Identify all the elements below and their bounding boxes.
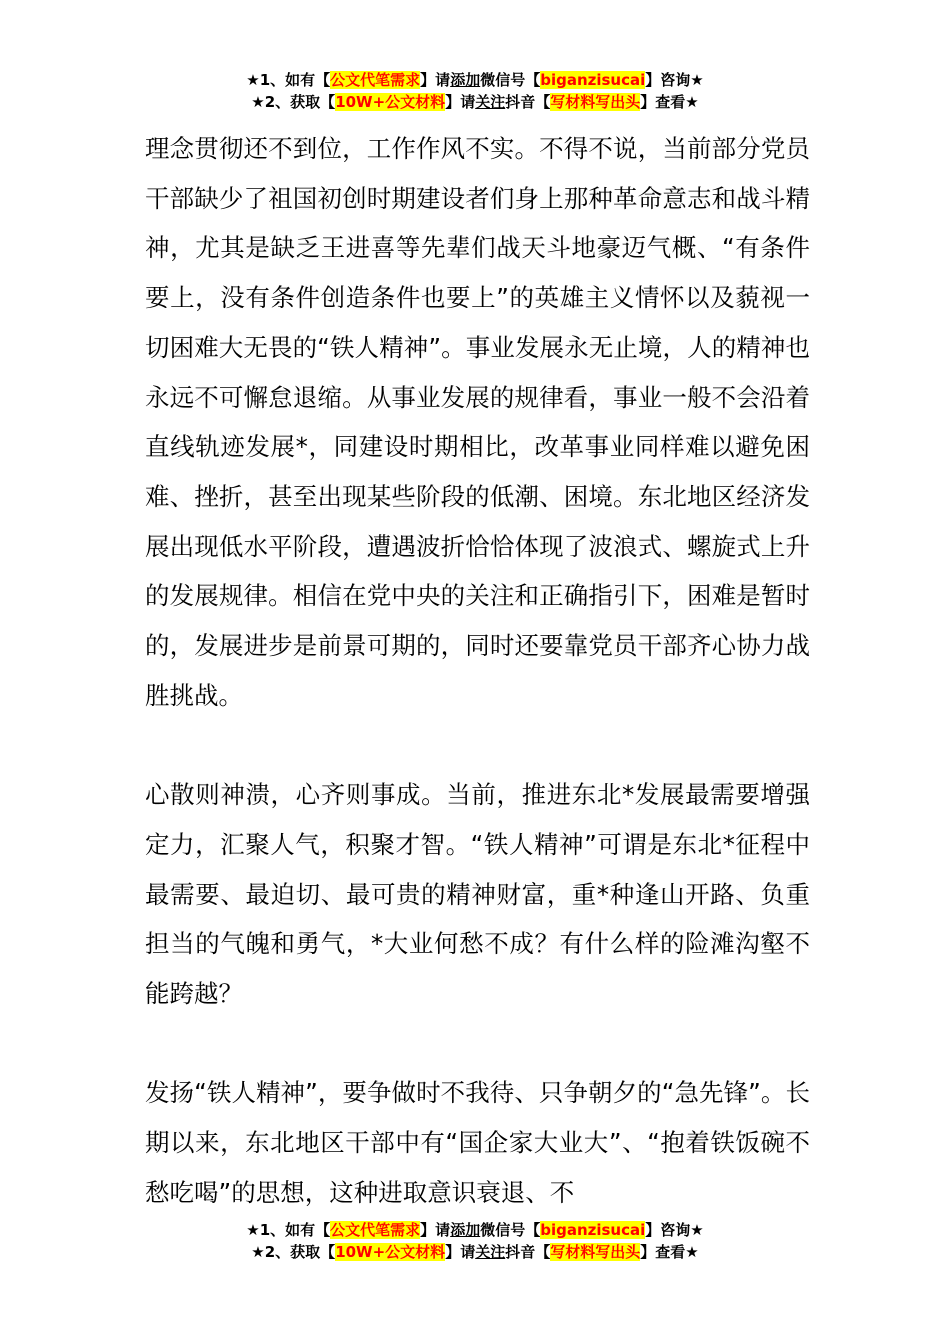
banner-highlight: 公文代笔需求 <box>330 1221 421 1239</box>
banner-text: 微信号【 <box>480 1221 541 1239</box>
banner-line-1 <box>0 1219 950 1241</box>
banner-text: 】请 <box>445 1243 476 1261</box>
banner-highlight: 10W+公文材料 <box>335 93 446 111</box>
banner-text: 抖音【 <box>505 93 551 111</box>
document-body <box>145 124 810 1217</box>
banner-highlight: 公文代笔需求 <box>330 71 421 89</box>
paragraph: 理念贯彻还不到位，工作作风不实。不得不说，当前部分党员干部缺少了祖国初创时期建设者们身上那种革命意志和战斗精神，尤其是缺乏王进喜等先辈们战天斗地豪迈气概、“有条件要上，没有条件创造条件也要上”的英雄主义情怀以及藐视一切困难大无畏的“铁人精神”。事业发展永无止境，人的精神也永远不可懈怠退缩。从事业发展的规律看，事业一般不会沿着直线轨迹发展*，同建设时期相比，改革事业同样难以避免困难、挫折，甚至出现某些阶段的低潮、困境。东北地区经济发展出现低水平阶段，遭遇波折恰恰体现了波浪式、螺旋式上升的发展规律。相信在党中央的关注和正确指引下，困难是暂时的，发展进步是前景可期的，同时还要靠党员干部齐心协力战胜挑战。 <box>145 134 810 710</box>
banner-underlined-text: 添加 <box>450 1221 481 1239</box>
banner-underlined-text: 关注 <box>475 1243 506 1261</box>
banner-text: 】查看★ <box>640 93 699 111</box>
banner-text: ★2、获取【 <box>251 1243 336 1261</box>
paragraph: 心散则神溃，心齐则事成。当前，推进东北*发展最需要增强定力，汇聚人气，积聚才智。“铁人精神”可谓是东北*征程中最需要、最迫切、最可贵的精神财富，重*种逢山开路、负重担当的气魄和勇气，*大业何愁不成？有什么样的险滩沟壑不能跨越？ <box>145 780 810 1008</box>
banner-line-1 <box>0 69 950 91</box>
banner-text: 】请 <box>420 71 451 89</box>
banner-underlined-text: 关注 <box>475 93 506 111</box>
banner-highlight: 写材料写出头 <box>550 93 641 111</box>
banner-underlined-text: 添加 <box>450 71 481 89</box>
banner-text: 】请 <box>445 93 476 111</box>
banner-text: ★1、如有【 <box>246 71 331 89</box>
banner-highlight: biganzisucai <box>540 71 646 89</box>
banner-text: 微信号【 <box>480 71 541 89</box>
header-banner <box>0 69 950 113</box>
banner-text: 】请 <box>420 1221 451 1239</box>
banner-highlight: 10W+公文材料 <box>335 1243 446 1261</box>
banner-line-2 <box>0 1241 950 1263</box>
banner-text: ★1、如有【 <box>246 1221 331 1239</box>
footer-banner <box>0 1219 950 1263</box>
banner-line-2 <box>0 91 950 113</box>
banner-text: 】查看★ <box>640 1243 699 1261</box>
banner-highlight: biganzisucai <box>540 1221 646 1239</box>
banner-highlight: 写材料写出头 <box>550 1243 641 1261</box>
banner-text: 】咨询★ <box>645 1221 704 1239</box>
banner-text: 】咨询★ <box>645 71 704 89</box>
banner-text: 抖音【 <box>505 1243 551 1261</box>
banner-text: ★2、获取【 <box>251 93 336 111</box>
paragraph: 发扬“铁人精神”，要争做时不我待、只争朝夕的“急先锋”。长期以来，东北地区干部中有“国企家大业大”、“抱着铁饭碗不愁吃喝”的思想，这种进取意识衰退、不 <box>145 1078 810 1207</box>
